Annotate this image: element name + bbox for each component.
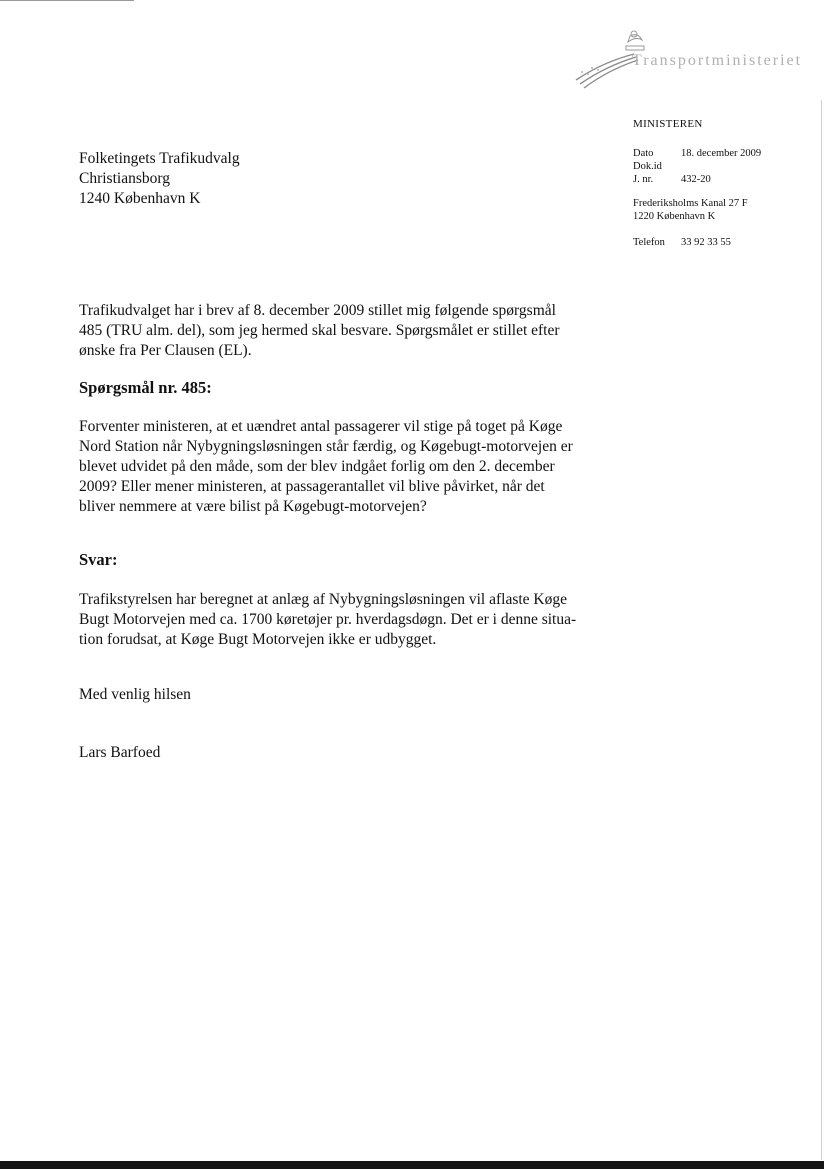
recipient-line: 1240 København K xyxy=(79,190,201,207)
top-rule xyxy=(0,0,134,1)
closing-phrase: Med venlig hilsen xyxy=(79,686,191,703)
paragraph-line: Trafikudvalget har i brev af 8. december 2009 stillet mig følgende spørgsmål xyxy=(79,302,556,319)
phone-row xyxy=(633,237,731,248)
date-value: 18. december 2009 xyxy=(681,148,762,159)
scan-bottom-edge xyxy=(0,1161,824,1169)
recipient-address xyxy=(79,149,240,209)
dokid-label: Dok.id xyxy=(633,161,662,172)
question-paragraph xyxy=(79,417,599,517)
paragraph-line: 485 (TRU alm. del), som jeg hermed skal besvare. Spørgsmålet er stillet efter xyxy=(79,322,560,339)
answer-heading: Svar: xyxy=(79,550,118,569)
recipient-line: Folketingets Trafikudvalg xyxy=(79,150,240,167)
sender-address xyxy=(633,198,748,223)
jnr-value: 432-20 xyxy=(681,174,711,185)
paragraph-line: Trafikstyrelsen har beregnet at anlæg af Nybygningsløsningen vil aflaste Køge xyxy=(79,591,567,608)
ministry-logo xyxy=(568,22,808,100)
scan-edge-line xyxy=(821,100,822,1160)
jnr-row xyxy=(633,174,711,187)
paragraph-line: tion forudsat, at Køge Bugt Motorvejen ikke er udbygget. xyxy=(79,631,437,648)
address-line: Frederiksholms Kanal 27 F xyxy=(633,198,748,209)
signatory-name: Lars Barfoed xyxy=(79,744,161,761)
paragraph-line: Nord Station når Nybygningsløsningen står færdig, og Køgebugt-motorvejen er xyxy=(79,438,573,455)
dokid-row xyxy=(633,161,681,174)
paragraph-line: bliver nemmere at være bilist på Køgebugt-motorvejen? xyxy=(79,498,427,515)
paragraph-line: blevet udvidet på den måde, som der blev indgået forlig om den 2. december xyxy=(79,458,555,475)
sender-title: MINISTEREN xyxy=(633,118,703,130)
phone-value: 33 92 33 55 xyxy=(681,237,731,248)
intro-paragraph xyxy=(79,301,599,361)
phone-label: Telefon xyxy=(633,237,665,248)
answer-paragraph xyxy=(79,590,599,650)
address-line: 1220 København K xyxy=(633,210,716,222)
question-heading: Spørgsmål nr. 485: xyxy=(79,378,212,397)
recipient-line: Christiansborg xyxy=(79,170,170,187)
paragraph-line: Forventer ministeren, at et uændret antal passagerer vil stige på toget på Køge xyxy=(79,418,563,435)
jnr-label: J. nr. xyxy=(633,174,654,185)
paragraph-line: Bugt Motorvejen med ca. 1700 køretøjer pr. hverdagsdøgn. Det er i denne situa- xyxy=(79,611,577,628)
date-label: Dato xyxy=(633,148,654,159)
paragraph-line: 2009? Eller mener ministeren, at passagerantallet vil blive påvirket, når det xyxy=(79,478,545,495)
logo-wordmark: Transportministeriet xyxy=(632,52,803,69)
date-row xyxy=(633,148,761,161)
paragraph-line: ønske fra Per Clausen (EL). xyxy=(79,342,252,359)
